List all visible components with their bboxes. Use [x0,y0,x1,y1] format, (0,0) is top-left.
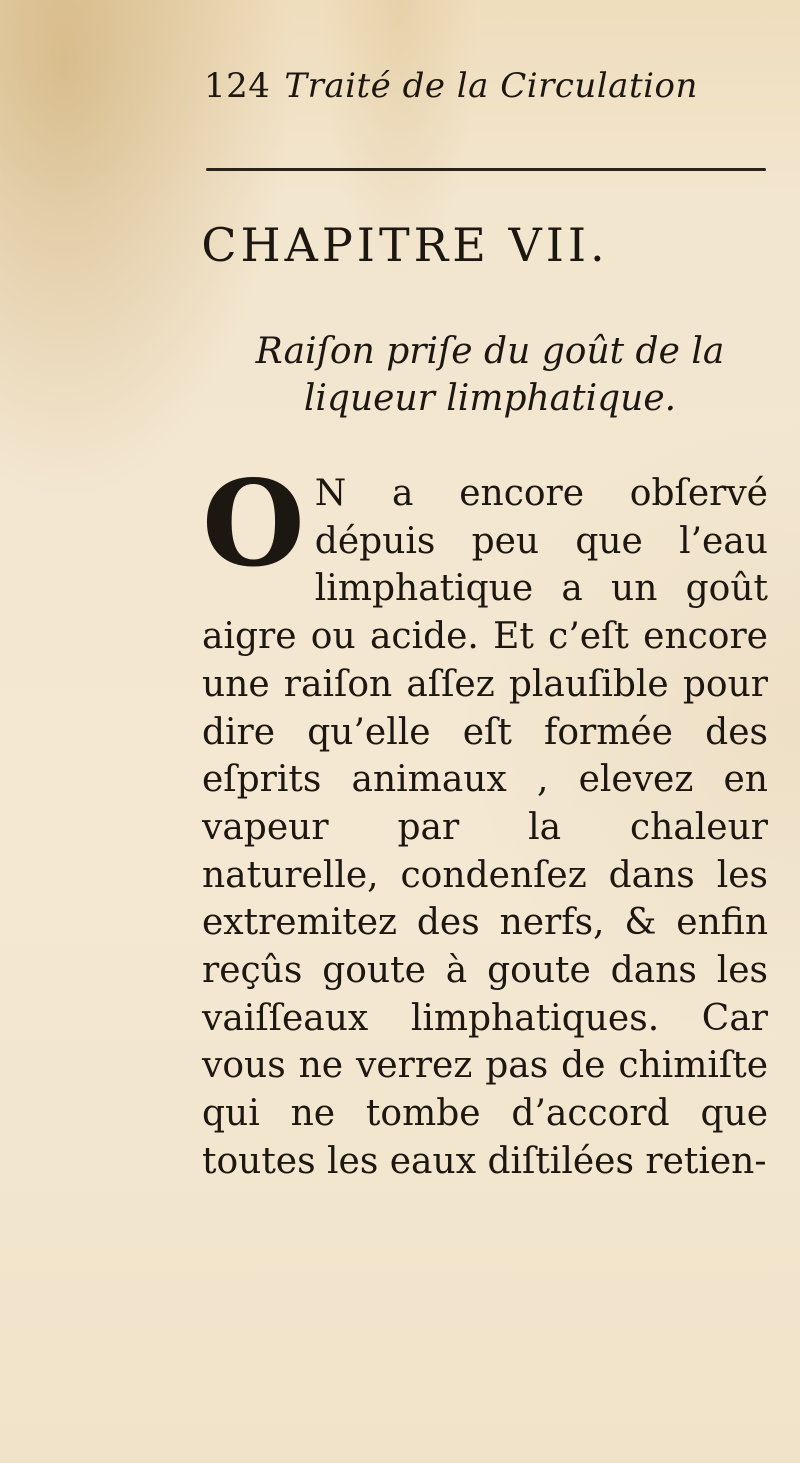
chapter-heading: CHAPITRE VII. [201,218,609,272]
chapter-subtitle: Raiſon priſe du goût de la liqueur limphatique. [255,331,725,419]
running-head [204,66,698,106]
body-paragraph [202,454,768,1186]
page-number: 124 [204,66,271,106]
running-title: Traité de la Circulation [284,66,698,106]
header-rule [206,168,766,171]
drop-cap: O [202,454,305,593]
paragraph-text: N a encore obſervé dépuis peu que l’eau limphatique a un goût aigre ou acide. Et c’eſt encore une raiſon aſſez plauſible pour dire qu’elle eſt formée des eſprits animaux , elevez en vapeur par la chaleur naturelle, condenſez dans les extremitez des nerfs, & enfin reçûs goute à goute dans les vaiſſeaux limphatiques. Car vous ne verrez pas de chimiſte qui ne tombe d’accord que toutes les eaux diſtilées retien- [202,473,768,1182]
